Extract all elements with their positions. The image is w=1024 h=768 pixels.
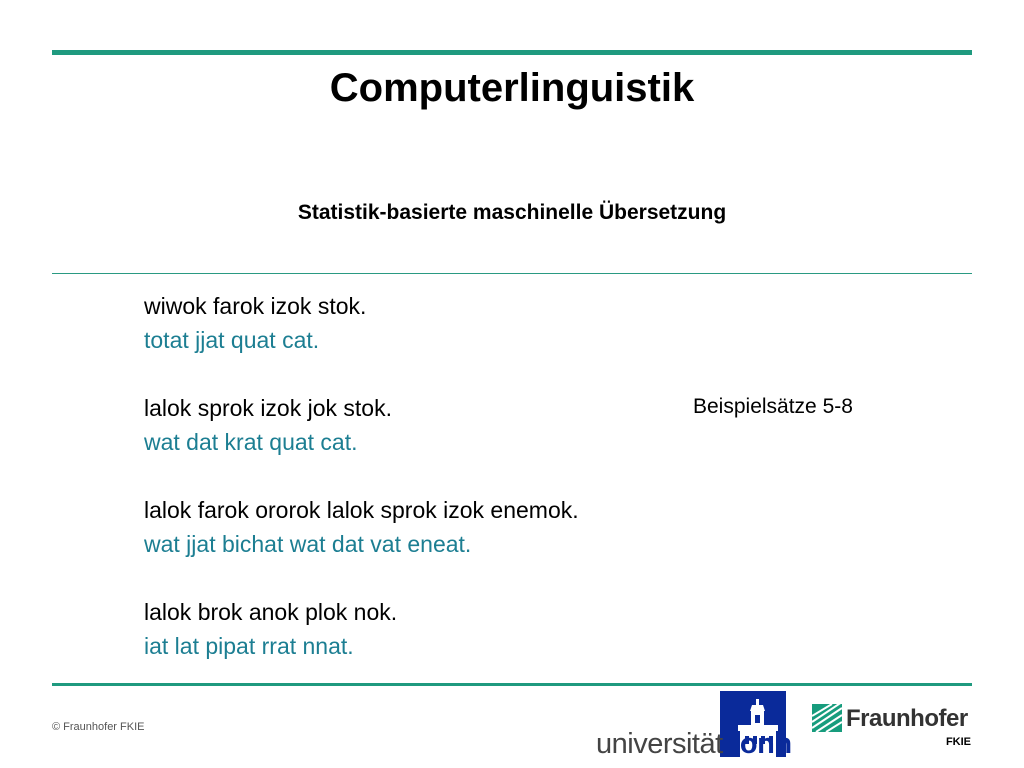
source-sentence: wiwok farok izok stok. [144, 293, 367, 319]
target-sentence: wat jjat bichat wat dat vat eneat. [144, 531, 472, 557]
copyright-notice: © Fraunhofer FKIE [52, 721, 145, 733]
source-sentence: lalok sprok izok jok stok. [144, 395, 392, 421]
slide-title: Computerlinguistik [329, 66, 695, 110]
slide-subtitle: Statistik-basierte maschinelle Übersetzung [297, 201, 727, 224]
source-sentence: lalok brok anok plok nok. [144, 599, 398, 625]
top-rule [52, 50, 972, 55]
fraunhofer-stripes-icon [812, 704, 842, 732]
middle-rule [52, 273, 972, 274]
sentence-pair [144, 391, 704, 459]
fraunhofer-logo [812, 704, 977, 754]
fraunhofer-wordmark: Fraunhofer [846, 705, 968, 732]
bonn-wordmark [596, 729, 792, 759]
target-sentence: totat jjat quat cat. [144, 327, 320, 353]
bottom-rule [52, 683, 972, 686]
target-sentence: wat dat krat quat cat. [144, 429, 358, 455]
uni-bonn-logo [596, 691, 792, 763]
example-note: Beispielsätze 5-8 [693, 395, 853, 418]
target-sentence: iat lat pipat rrat nnat. [144, 633, 354, 659]
sentence-pair [144, 595, 704, 663]
fraunhofer-unit-label: FKIE [945, 736, 971, 748]
bonn-wordmark-prefix: universität [596, 728, 723, 760]
sentence-pair [144, 493, 704, 561]
source-sentence: lalok farok ororok lalok sprok izok enemok. [144, 497, 579, 523]
bonn-wordmark-suffix: bonn [722, 728, 792, 760]
sentence-pair [144, 289, 704, 357]
sentence-pairs [144, 289, 704, 663]
